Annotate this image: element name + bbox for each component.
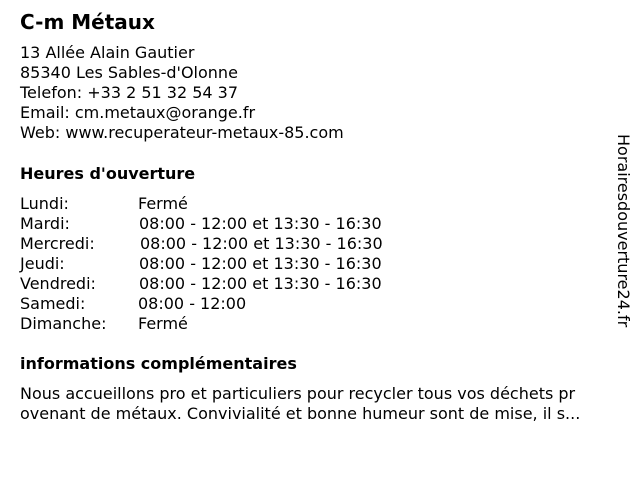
info-line-1: Nous accueillons pro et particuliers pour recycler tous vos déchets pr [20,384,576,403]
info-description [20,384,632,424]
email-address[interactable]: Email: cm.metaux@orange.fr [20,103,256,122]
day-hours: 08:00 - 12:00 et 13:30 - 16:30 [139,214,382,233]
day-label: Mercredi: [20,234,95,253]
day-label: Jeudi: [20,254,65,273]
info-line-2: ovenant de métaux. Convivialité et bonne humeur sont de mise, il s... [20,404,581,423]
day-label: Samedi: [20,294,86,313]
info-title: informations complémentaires [20,354,297,373]
day-hours: 08:00 - 12:00 [138,294,247,313]
contact-block [20,43,344,143]
website-url[interactable]: Web: www.recuperateur-metaux-85.com [20,123,344,142]
business-name: C-m Métaux [20,10,155,34]
day-hours: Fermé [138,314,188,333]
site-watermark: Horairesdouverture24.fr [614,134,633,328]
day-label: Lundi: [20,194,69,213]
day-hours: 08:00 - 12:00 et 13:30 - 16:30 [140,234,383,253]
day-hours: 08:00 - 12:00 et 13:30 - 16:30 [139,254,382,273]
phone-number[interactable]: Telefon: +33 2 51 32 54 37 [20,83,239,102]
opening-hours-title: Heures d'ouverture [20,164,196,183]
day-label: Dimanche: [20,314,107,333]
day-label: Mardi: [20,214,70,233]
day-label: Vendredi: [20,274,96,293]
day-hours: 08:00 - 12:00 et 13:30 - 16:30 [139,274,382,293]
address-city: 85340 Les Sables-d'Olonne [20,63,238,82]
address-street: 13 Allée Alain Gautier [20,43,195,62]
day-hours: Fermé [138,194,188,213]
